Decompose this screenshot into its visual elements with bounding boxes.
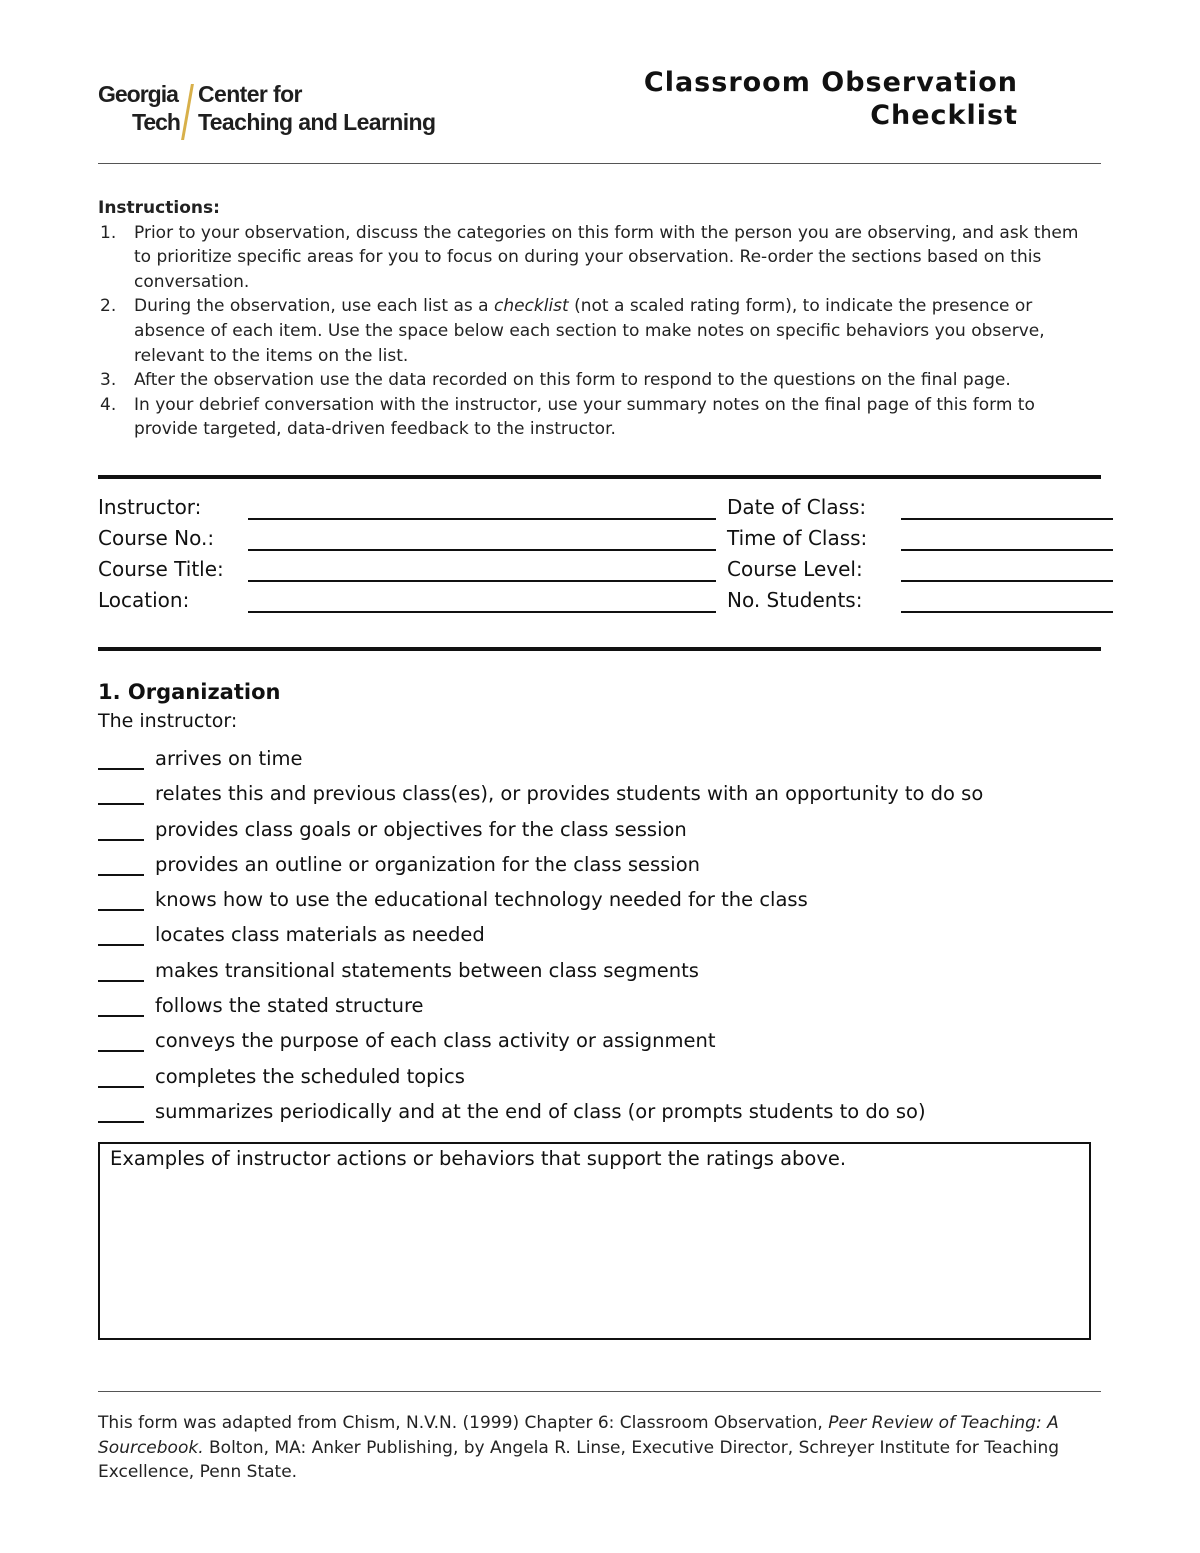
course-no-field[interactable]	[248, 549, 716, 551]
checklist-item-text: summarizes periodically and at the end of class (or prompts students to do so)	[155, 1099, 926, 1123]
check-blank[interactable]	[98, 944, 144, 946]
date-of-class-label: Date of Class:	[727, 495, 867, 519]
title-line2: Checklist	[870, 100, 1018, 131]
instruction-text: After the observation use the data recorded on this form to respond to the questions on the final page.	[134, 370, 1011, 391]
course-title-field[interactable]	[248, 580, 716, 582]
check-blank[interactable]	[98, 803, 144, 805]
instructions-heading: Instructions:	[98, 198, 220, 218]
location-label: Location:	[98, 588, 190, 612]
date-of-class-field[interactable]	[901, 518, 1113, 520]
checklist-item-text: locates class materials as needed	[155, 923, 485, 947]
logo-brand-line1: Georgia	[98, 81, 178, 107]
course-level-label: Course Level:	[727, 557, 863, 581]
instruction-item	[98, 368, 1098, 393]
location-field[interactable]	[248, 611, 716, 613]
course-level-field[interactable]	[901, 580, 1113, 582]
instruction-text-part: (not a scaled rating form), to indicate the presence or absence of each item. Use the space below each section to make notes on specific behaviors you observe, relevant to the items on the list.	[134, 296, 1045, 366]
instruction-number: 4.	[100, 394, 117, 415]
instruction-item	[98, 393, 1098, 442]
checklist-item	[98, 776, 1098, 811]
check-blank[interactable]	[98, 909, 144, 911]
check-blank[interactable]	[98, 874, 144, 876]
info-top-divider	[98, 475, 1101, 479]
citation-book-title: Peer Review of Teaching: A Sourcebook.	[98, 1413, 1059, 1458]
citation-text: This form was adapted from Chism, N.V.N. (1999) Chapter 6: Classroom Observation,	[98, 1413, 829, 1433]
checklist-item-text: makes transitional statements between class segments	[155, 958, 699, 982]
citation-footer	[98, 1411, 1088, 1485]
document-title	[600, 66, 1018, 132]
info-bottom-divider	[98, 647, 1101, 651]
checklist-item-text: provides an outline or organization for the class session	[155, 852, 701, 876]
title-line1: Classroom Observation	[643, 67, 1018, 98]
instruction-item	[98, 221, 1098, 295]
notes-box[interactable]	[98, 1142, 1091, 1340]
check-blank[interactable]	[98, 980, 144, 982]
instruction-text-part: During the observation, use each list as a	[134, 296, 494, 317]
logo-brand	[98, 80, 186, 136]
instruction-number: 2.	[100, 296, 117, 317]
notes-label: Examples of instructor actions or behaviors that support the ratings above.	[110, 1147, 847, 1170]
checklist-item	[98, 882, 1098, 917]
check-blank[interactable]	[98, 1015, 144, 1017]
checklist-item-text: completes the scheduled topics	[155, 1064, 465, 1088]
no-students-field[interactable]	[901, 611, 1113, 613]
checklist-item-text: follows the stated structure	[155, 994, 424, 1018]
checklist-item	[98, 953, 1098, 988]
checklist-item	[98, 741, 1098, 776]
citation-text-end: Bolton, MA: Anker Publishing, by Angela R. Linse, Executive Director, Schreyer Institute for Teaching Excellence, Penn State.	[98, 1437, 1060, 1482]
check-blank[interactable]	[98, 839, 144, 841]
checklist-item-text: arrives on time	[155, 747, 303, 770]
checklist-item-text: conveys the purpose of each class activity or assignment	[155, 1029, 716, 1053]
checklist-item	[98, 1059, 1098, 1094]
check-blank[interactable]	[98, 1121, 144, 1123]
no-students-label: No. Students:	[727, 588, 863, 612]
footer-divider	[98, 1391, 1101, 1392]
checklist-item	[98, 917, 1098, 952]
instruction-text: In your debrief conversation with the instructor, use your summary notes on the final page of this form to provide targeted, data-driven feedback to the instructor.	[134, 394, 1035, 440]
check-blank[interactable]	[98, 1050, 144, 1052]
check-blank[interactable]	[98, 768, 144, 770]
instructions-list	[98, 221, 1098, 442]
course-no-label: Course No.:	[98, 526, 215, 550]
checklist-item	[98, 1023, 1098, 1058]
check-blank[interactable]	[98, 1086, 144, 1088]
header-divider	[98, 163, 1101, 164]
instruction-text: Prior to your observation, discuss the categories on this form with the person you are observing, and ask them to prioritize specific areas for you to focus on during your observation. Re-order the sections based on this conversation.	[134, 222, 1079, 292]
instructor-label: Instructor:	[98, 495, 202, 519]
checklist-item-text: provides class goals or objectives for the class session	[155, 817, 687, 841]
section-subtitle: The instructor:	[98, 710, 238, 732]
checklist-item-text: knows how to use the educational technology needed for the class	[155, 888, 808, 912]
checklist	[98, 741, 1098, 1129]
logo-unit-line1: Center for	[198, 81, 302, 107]
checklist-item-text: relates this and previous class(es), or provides students with an opportunity to do so	[155, 782, 984, 806]
logo-unit	[198, 80, 435, 136]
instructor-field[interactable]	[248, 518, 716, 520]
course-title-label: Course Title:	[98, 557, 224, 581]
section-title: 1. Organization	[98, 680, 281, 704]
instructions	[98, 196, 1098, 442]
checklist-item	[98, 1094, 1098, 1129]
instruction-text	[134, 296, 1045, 365]
time-of-class-field[interactable]	[901, 549, 1113, 551]
checklist-item	[98, 812, 1098, 847]
checklist-item	[98, 847, 1098, 882]
time-of-class-label: Time of Class:	[727, 526, 868, 550]
instruction-number: 1.	[100, 222, 117, 243]
instruction-text-emphasis: checklist	[493, 296, 569, 317]
checklist-item	[98, 988, 1098, 1023]
logo-unit-line2: Teaching and Learning	[198, 109, 436, 135]
instruction-item	[98, 294, 1098, 368]
instruction-number: 3.	[100, 370, 117, 391]
logo-brand-line2: Tech	[132, 109, 180, 135]
